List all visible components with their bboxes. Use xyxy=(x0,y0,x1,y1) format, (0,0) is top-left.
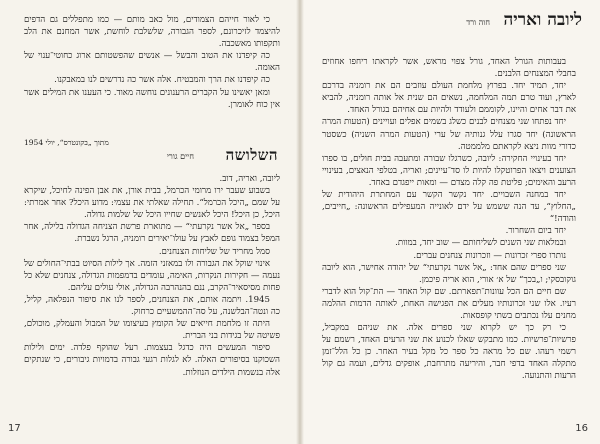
book-gutter xyxy=(296,0,304,444)
page-number: 16 xyxy=(575,423,588,434)
paragraph: בשבוע שעבר ירו מרומי הכרמל, בבית אורן, את אבן הפינה לחיכל, שיקרא על שמם „היכל הכרמל“. תחילה שאלתי את עצמי: מדוע היכל? אחר אמרתי: היכל, כן היכל! היכל לאנשים שחייו היכל של שלמות גדולה. xyxy=(24,186,280,221)
paragraph: שני ספרים שהם אחד: „אל אשר נקרעתי“ של יהודה אחישר, הוא ליובה גוקובסקי; ו„בכך“ של א׳ אורי, הוא אריה פיכמן. xyxy=(322,262,576,285)
paragraph: ומאן יאשינו על הקברים הרענונים נוחשה מאוד. כי העענו את המילים אשר אין כוח לאומרן. xyxy=(24,87,280,110)
paragraph: בעבותות הגורל האחד, גורל צפוי מראש, אשר לקראתו ריחפו אחוזים בחבלי המצנחים הלבנים. xyxy=(322,57,576,80)
page-title: ליובה ואריה xyxy=(503,10,582,30)
section-author: חיים גורי xyxy=(166,152,194,161)
paragraph: סיפור המעשים היה כדגל בעצמות. רעל שהוקף פלדה. ימים ולילות השכוקנו בסיפורים האלה. לא לגלות רגעי גבורה בדמויות גיבורים, כי שנתקים אלה בנשמות הילדים הנוזלות. xyxy=(24,343,280,378)
paragraph: יחד במחנה השבויים. יחד נקשר הקשר עם המחתרת היהודית של „החלוץ“, עד הנה ששמש על ידם לאונייה המעפילים הראשונה: „חייבים, והודה!“ xyxy=(322,190,576,225)
right-body-text xyxy=(322,56,576,383)
paragraph: בספר „אל אשר נקרעתי“ — מתוארת פרשת הצניחה הגדולה בלילה, אחר המפל בצמוד גופם לאבץ על עולו־יאירים רומניה, הרגל נשברת. xyxy=(24,222,280,245)
left-top-text xyxy=(24,14,280,111)
paragraph: ליובה, ואריה, דוב. xyxy=(219,174,280,184)
paragraph: כי לאור חייהם הצמודים, מול כאב מותם — כמו מתפללים גם הדפים להיצמד לזיכרונם, לספר הגבורה, שלשלבת לוחשת, אשר המחנם את הלב ותקפותו מאשכבה. xyxy=(24,15,280,50)
page-author: חוה ורד xyxy=(466,18,490,27)
paragraph: יחד נפתחו שני מצנחים לבנים כשלג בשמים אפלים ועויינים (הטעות המרה הראשונה) יחד סגרו עלל גנותיה של ערי (הטעות המרה השניה) כשסטר כדורי מוות ניצא לקראתם מלממטה. xyxy=(322,117,576,152)
paragraph: כה קיפדנו את הטוב והבשל — אנשים שהפשטותם ארוג כחוטי־ענוי של האומה. xyxy=(24,51,280,74)
source-citation: מתוך „בקונטרס“, יולי 1954 xyxy=(24,138,109,147)
paragraph: סמל מחריד של שליחות הצנחנים. xyxy=(158,246,270,257)
paragraph: ובמלאות שני השנים לשליחותם — שוב יחד, במוות. xyxy=(395,238,566,249)
paragraph: כה קיפדנו את הרך והמבטיח. אלה אשר כה נדרשים לנו במאבקנו. xyxy=(54,75,270,86)
paragraph: יחד, תמיד יחד. בפרוץ מלחמת העולם עוזבים הם את רומניה בדרכם לארץ, ועוד טרם תמה המלחמה, נשאים הם שנית אל אותה רומניה, להביא את דבר אחים והיינו, לקוממם ולעודד ולהיות עם אחיהם בגורל האחד. xyxy=(322,81,576,116)
paragraph: נותרו ספרי זכרונות — וזכרונות צנחנים עברים. xyxy=(413,250,566,261)
section-text xyxy=(24,173,280,379)
paragraph: שם חיים הם הכל עוונות־תפארתם. שם קול האחד — הת־קול הוא לדברי רעיו. אלו שני זכרונותיו מעלים את הפגישה האחת, לאותה הדמות ההלמה מחנים עלו נכתבים בשתי קופסאות. xyxy=(322,286,576,321)
paragraph: אינוי שוקל את הגבורה ולו במאזני הזמה. אך לילות הסיוט בבתי־החולים של נעמה — חקירות הנקרות, האימה, עומדים בדמפמות הגדולה, צנחנים שלא כל פחות מסיסאיר־הקרב, ננם בהנהרבה הגדולה, אולי עולים עליהם. xyxy=(24,258,280,293)
paragraph: היתה זו מלחמת חייאים של הקומץ בעיצומו של המבול והעמלק, מוכולם, פשיטה של בגידות בני הברית. xyxy=(24,319,280,342)
paragraph: 1945. ויתמה אותם, את הצנחנים, לספר לנו את סיפור הנפלאה, קליל, כה ונטה־הבלשנה, על סה־ההמשעיים כרחוק. xyxy=(24,294,280,318)
paragraph: יחד בעינויי החקירה: ליובה, כשרגלו שבורה ומתעבה בבית חולים, בו ספרו הצוענים ויצאו הפרוטקלו להיות לו סד־עיינים; ואריה, בטלפי הנאצים, בעינויי הרעב והאימים; פליטת פה קלה מצדם — ומאות ייפגדם באחד. xyxy=(322,153,576,188)
paragraph: כי רק כך יש לקרוא שני ספרים אלה. את שניהם במקביל, פרשיות־פרשיות. כמו מתבקש שאלו לכנוע את שני הרעים האחד, רשמם על רשמי רעהו. שם כל מראה כל ספר כל מקל בעיר האחר. כן כל הלל־זמן מתקלה האחד בדפי חבר, והיריעה מתרחבת, אופקים גדלים, ועמה גם קול הרעות והתנועה. xyxy=(322,323,576,382)
page-number: 17 xyxy=(8,423,21,434)
right-page xyxy=(300,0,600,444)
paragraph: יחד ביום השחרור. xyxy=(505,226,566,237)
section-title: השלושה xyxy=(225,146,278,164)
